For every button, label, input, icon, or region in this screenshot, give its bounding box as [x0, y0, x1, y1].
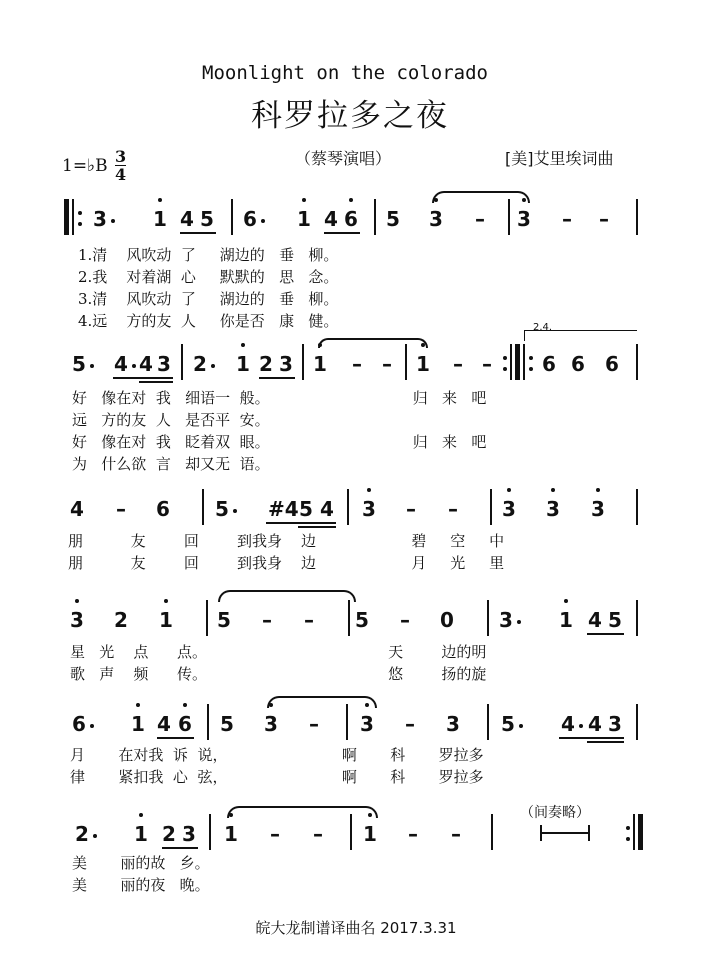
note: 1: [130, 712, 146, 736]
note: 3: [92, 207, 108, 231]
beam: [180, 232, 216, 234]
note: 1: [296, 207, 312, 231]
note: 1: [362, 822, 378, 846]
barline: [636, 199, 638, 235]
barline: [508, 199, 510, 235]
barline: [346, 704, 348, 740]
note: 4: [70, 497, 84, 521]
repeat-dot: [626, 837, 630, 841]
note: 1: [223, 822, 239, 846]
tie: [218, 590, 356, 602]
barline: [374, 199, 376, 235]
note: 1: [235, 352, 251, 376]
lyric-line: 1.清 风吹动 了 湖边的 垂 柳。: [78, 246, 339, 264]
note: 5: [71, 352, 87, 376]
note: 3: [428, 207, 444, 231]
lyric-line: 美 丽的夜 晚。: [72, 876, 210, 894]
beam: [113, 377, 173, 379]
note: 6: [71, 712, 87, 736]
note: 4: [157, 712, 171, 736]
lyric-line: 朋 友 回 到我身 边 碧 空 中: [68, 532, 505, 550]
lyric-line: 律 紧扣我 心 弦， 啊 科 罗拉多: [70, 768, 484, 786]
note: 2: [259, 352, 273, 376]
note: 1: [152, 207, 168, 231]
note: 6: [571, 352, 585, 376]
tie: [432, 191, 530, 203]
note: 5: [608, 608, 622, 632]
note: 3: [69, 608, 85, 632]
barline: [348, 600, 350, 636]
note: 1: [158, 608, 174, 632]
barline: [490, 489, 492, 525]
note: 5: [200, 207, 214, 231]
rest-bar-end: [540, 825, 542, 841]
beam: [324, 232, 360, 234]
barline: [207, 704, 209, 740]
lyric-line: 4.远 方的友 人 你是否 康 健。: [78, 312, 339, 330]
note: 6: [605, 352, 619, 376]
interlude-note: （间奏略）: [520, 805, 590, 821]
note: 6: [242, 207, 258, 231]
note: 5: [220, 712, 234, 736]
note: 5: [386, 207, 400, 231]
lyric-line: 好 像在对 我 细语一 般。 归 来 吧: [72, 389, 487, 407]
repeat-dot: [529, 367, 533, 371]
tie: [318, 338, 428, 348]
note: 3: [279, 352, 293, 376]
note: #4: [268, 497, 299, 521]
note: 2: [114, 608, 128, 632]
barline: [405, 344, 407, 380]
note: 5: [214, 497, 230, 521]
chinese-title: 科罗拉多之夜: [251, 98, 449, 134]
note: 3: [446, 712, 460, 736]
dash: –: [270, 822, 280, 846]
dash: –: [352, 352, 362, 376]
note: 0: [440, 608, 454, 632]
dash: –: [448, 497, 458, 521]
dash: –: [599, 207, 609, 231]
note: 3: [359, 712, 375, 736]
note: 4: [180, 207, 194, 231]
lyric-line: 2.我 对着湖 心 默默的 思 念。: [78, 268, 339, 286]
beam: [259, 377, 295, 379]
barline: [636, 489, 638, 525]
note: 1: [312, 352, 328, 376]
time-sig-numerator: 3: [115, 147, 127, 166]
note: 4: [588, 608, 602, 632]
note: 3: [361, 497, 377, 521]
note: 5: [500, 712, 516, 736]
key-signature: 1=♭B: [62, 156, 108, 176]
barline: [487, 704, 489, 740]
dash: –: [116, 497, 126, 521]
note: 1: [415, 352, 431, 376]
repeat-end-barline: [515, 344, 520, 380]
barline: [636, 600, 638, 636]
note: 5: [355, 608, 369, 632]
lyric-line: 星 光 点 点。 天 边的明: [70, 643, 487, 661]
tie: [267, 696, 377, 708]
time-signature: [115, 148, 126, 183]
lyric-line: 朋 友 回 到我身 边 月 光 里: [68, 554, 505, 572]
barline: [72, 199, 74, 235]
note: 2: [162, 822, 176, 846]
barline: [231, 199, 233, 235]
composer-credit: [美]艾里埃词曲: [505, 149, 614, 168]
dash: –: [304, 608, 314, 632]
repeat-dot: [78, 222, 82, 226]
dash: –: [562, 207, 572, 231]
dash: –: [453, 352, 463, 376]
dash: –: [406, 497, 416, 521]
beam: [157, 737, 194, 739]
note: 3: [498, 608, 514, 632]
repeat-dot: [529, 356, 533, 360]
beam: [139, 381, 173, 383]
english-title: Moonlight on the colorado: [202, 62, 488, 84]
dash: –: [313, 822, 323, 846]
note: 6: [177, 712, 193, 736]
rest-bar-end: [588, 825, 590, 841]
note: 3: [516, 207, 532, 231]
dash: –: [475, 207, 485, 231]
dash: –: [309, 712, 319, 736]
lyric-line: 为 什么欲 言 却又无 语。: [72, 455, 270, 473]
note: 3: [590, 497, 606, 521]
repeat-dot: [626, 826, 630, 830]
beam: [587, 741, 624, 743]
repeat-end-barline: [638, 814, 643, 850]
barline: [636, 704, 638, 740]
rest-bar: [541, 832, 589, 834]
barline: [636, 344, 638, 380]
note: 3: [545, 497, 561, 521]
barline: [181, 344, 183, 380]
note: 3: [157, 352, 171, 376]
lyric-line: 3.清 风吹动 了 湖边的 垂 柳。: [78, 290, 339, 308]
volta-label: 2.4.: [533, 322, 553, 333]
barline: [302, 344, 304, 380]
note: 4: [560, 712, 576, 736]
note: 1: [133, 822, 149, 846]
note: 4: [324, 207, 338, 231]
note: 4: [588, 712, 602, 736]
beam: [162, 847, 198, 849]
note: 2: [74, 822, 90, 846]
barline: [510, 344, 512, 380]
note: 5: [299, 497, 313, 521]
dash: –: [482, 352, 492, 376]
repeat-dot: [503, 356, 507, 360]
time-sig-denominator: 4: [115, 165, 127, 184]
dash: –: [262, 608, 272, 632]
note: 5: [217, 608, 231, 632]
beam: [559, 737, 624, 739]
repeat-start-barline: [64, 199, 69, 235]
barline: [209, 814, 211, 850]
tie: [227, 806, 378, 818]
lyric-line: 月 在对我 诉 说， 啊 科 罗拉多: [70, 746, 484, 764]
note: 3: [608, 712, 622, 736]
lyric-line: 好 像在对 我 眨着双 眼。 归 来 吧: [72, 433, 487, 451]
lyric-line: 远 方的友 人 是否平 安。: [72, 411, 270, 429]
dash: –: [405, 712, 415, 736]
note: 3: [182, 822, 196, 846]
barline: [206, 600, 208, 636]
repeat-dot: [503, 367, 507, 371]
note: 6: [542, 352, 556, 376]
barline: [487, 600, 489, 636]
beam: [587, 633, 624, 635]
note: 3: [501, 497, 517, 521]
beam: [298, 526, 336, 528]
barline: [347, 489, 349, 525]
barline: [202, 489, 204, 525]
dash: –: [451, 822, 461, 846]
dash: –: [382, 352, 392, 376]
barline: [350, 814, 352, 850]
dash: –: [408, 822, 418, 846]
lyric-line: 歌 声 频 传。 悠 扬的旋: [70, 665, 487, 683]
note: 4: [113, 352, 129, 376]
singer-credit: （蔡琴演唱）: [295, 149, 392, 168]
repeat-dot: [78, 211, 82, 215]
note: 6: [343, 207, 359, 231]
note: 2: [192, 352, 208, 376]
note: 6: [156, 497, 170, 521]
dash: –: [400, 608, 410, 632]
note: 3: [263, 712, 279, 736]
barline: [523, 344, 525, 380]
barline: [633, 814, 635, 850]
beam: [266, 522, 336, 524]
note: 1: [558, 608, 574, 632]
footer-credit: 皖大龙制谱译曲名 2017.3.31: [255, 919, 457, 937]
barline: [491, 814, 493, 850]
lyric-line: 美 丽的故 乡。: [72, 854, 210, 872]
note: 4: [139, 352, 153, 376]
note: 4: [320, 497, 334, 521]
